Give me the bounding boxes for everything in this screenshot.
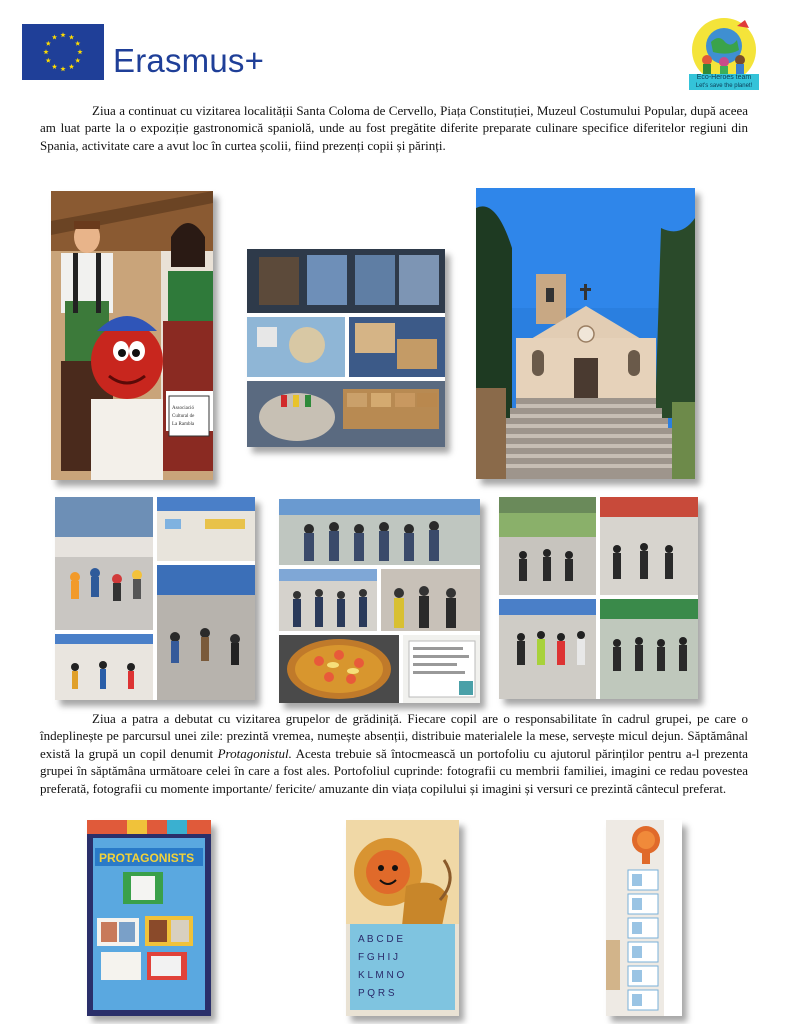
photo-church-santa-coloma [476,188,695,479]
erasmus-plus-logo-text: Erasmus+ [113,42,265,79]
alphabet-row-1: A B C D E [358,934,404,945]
paragraph-kindergarten-text-start: Ziua a patra a debutat cu vizitarea grupelor de grădiniță. Fiecare copil are o responsabilitate în cadrul grupei, pe care o îndeplinește pe parcursul unei zile: prezintă vremea, numește absenții, distribuie materialele la mese, servește micul dejun. Săptămânal există la grupă un copil denumit [40,711,748,761]
photo-folk-costume-museum-giants [51,191,213,480]
alphabet-row-3: K L M N O [358,970,405,981]
eu-flag-logo [22,24,104,80]
photo-collage-school-courtyard-left [55,497,255,700]
team-logo-slogan: Let's save the planet! [695,83,753,89]
photo-lion-alphabet-poster [346,820,459,1016]
paragraph-kindergarten-text-end: Acesta trebuie să întocmească un portofoliu cu ajutorul părinților pentru a-l prezenta grupei în săptămâna următoare celei în care a fost ales. Portofoliul cuprinde: fotografii cu membrii familiei, imagini ce redau povestea preferată, fotografii cu momente importante/ fericite/ amuzante din viața copilului și imagini și versuri ce prezintă cântecul preferat. [40,745,748,796]
photo-collage-school-students-right [499,497,698,699]
photo-protagonists-board [87,820,211,1016]
paragraph-santa-coloma-visit: Ziua a continuat cu vizitarea localității Santa Coloma de Cervello, Piața Constituției, Muzeul Costumului Popular, după aceea am luat parte la o expoziție gastronomică spaniolă, unde au fost pregătite diferite preparate culinare specifice diferitelor regiuni din Spania, activitate care a avut loc în curtea școlii, fiind prezenți copii și părinți. [40,103,748,153]
svg-text:La Rambla: La Rambla [172,422,195,427]
photo-collage-paella-exhibition [279,499,480,703]
photo-gastronomic-exhibition-collage [247,249,445,447]
photo-vertical-picture-column [606,820,682,1016]
eco-heroes-team-label [689,74,759,90]
alphabet-row-4: P Q R S [358,988,395,999]
museum-sign-text: Associació [172,406,194,411]
team-logo-title: Eco-Heroes team [696,74,752,81]
paragraph-kindergarten-visit [40,710,748,797]
svg-text:Cultural de: Cultural de [172,414,195,419]
protagonist-term: Protagonistul. [217,745,292,761]
protagonists-board-title: PROTAGONISTS [99,851,195,865]
alphabet-row-2: F G H I J [358,952,398,963]
